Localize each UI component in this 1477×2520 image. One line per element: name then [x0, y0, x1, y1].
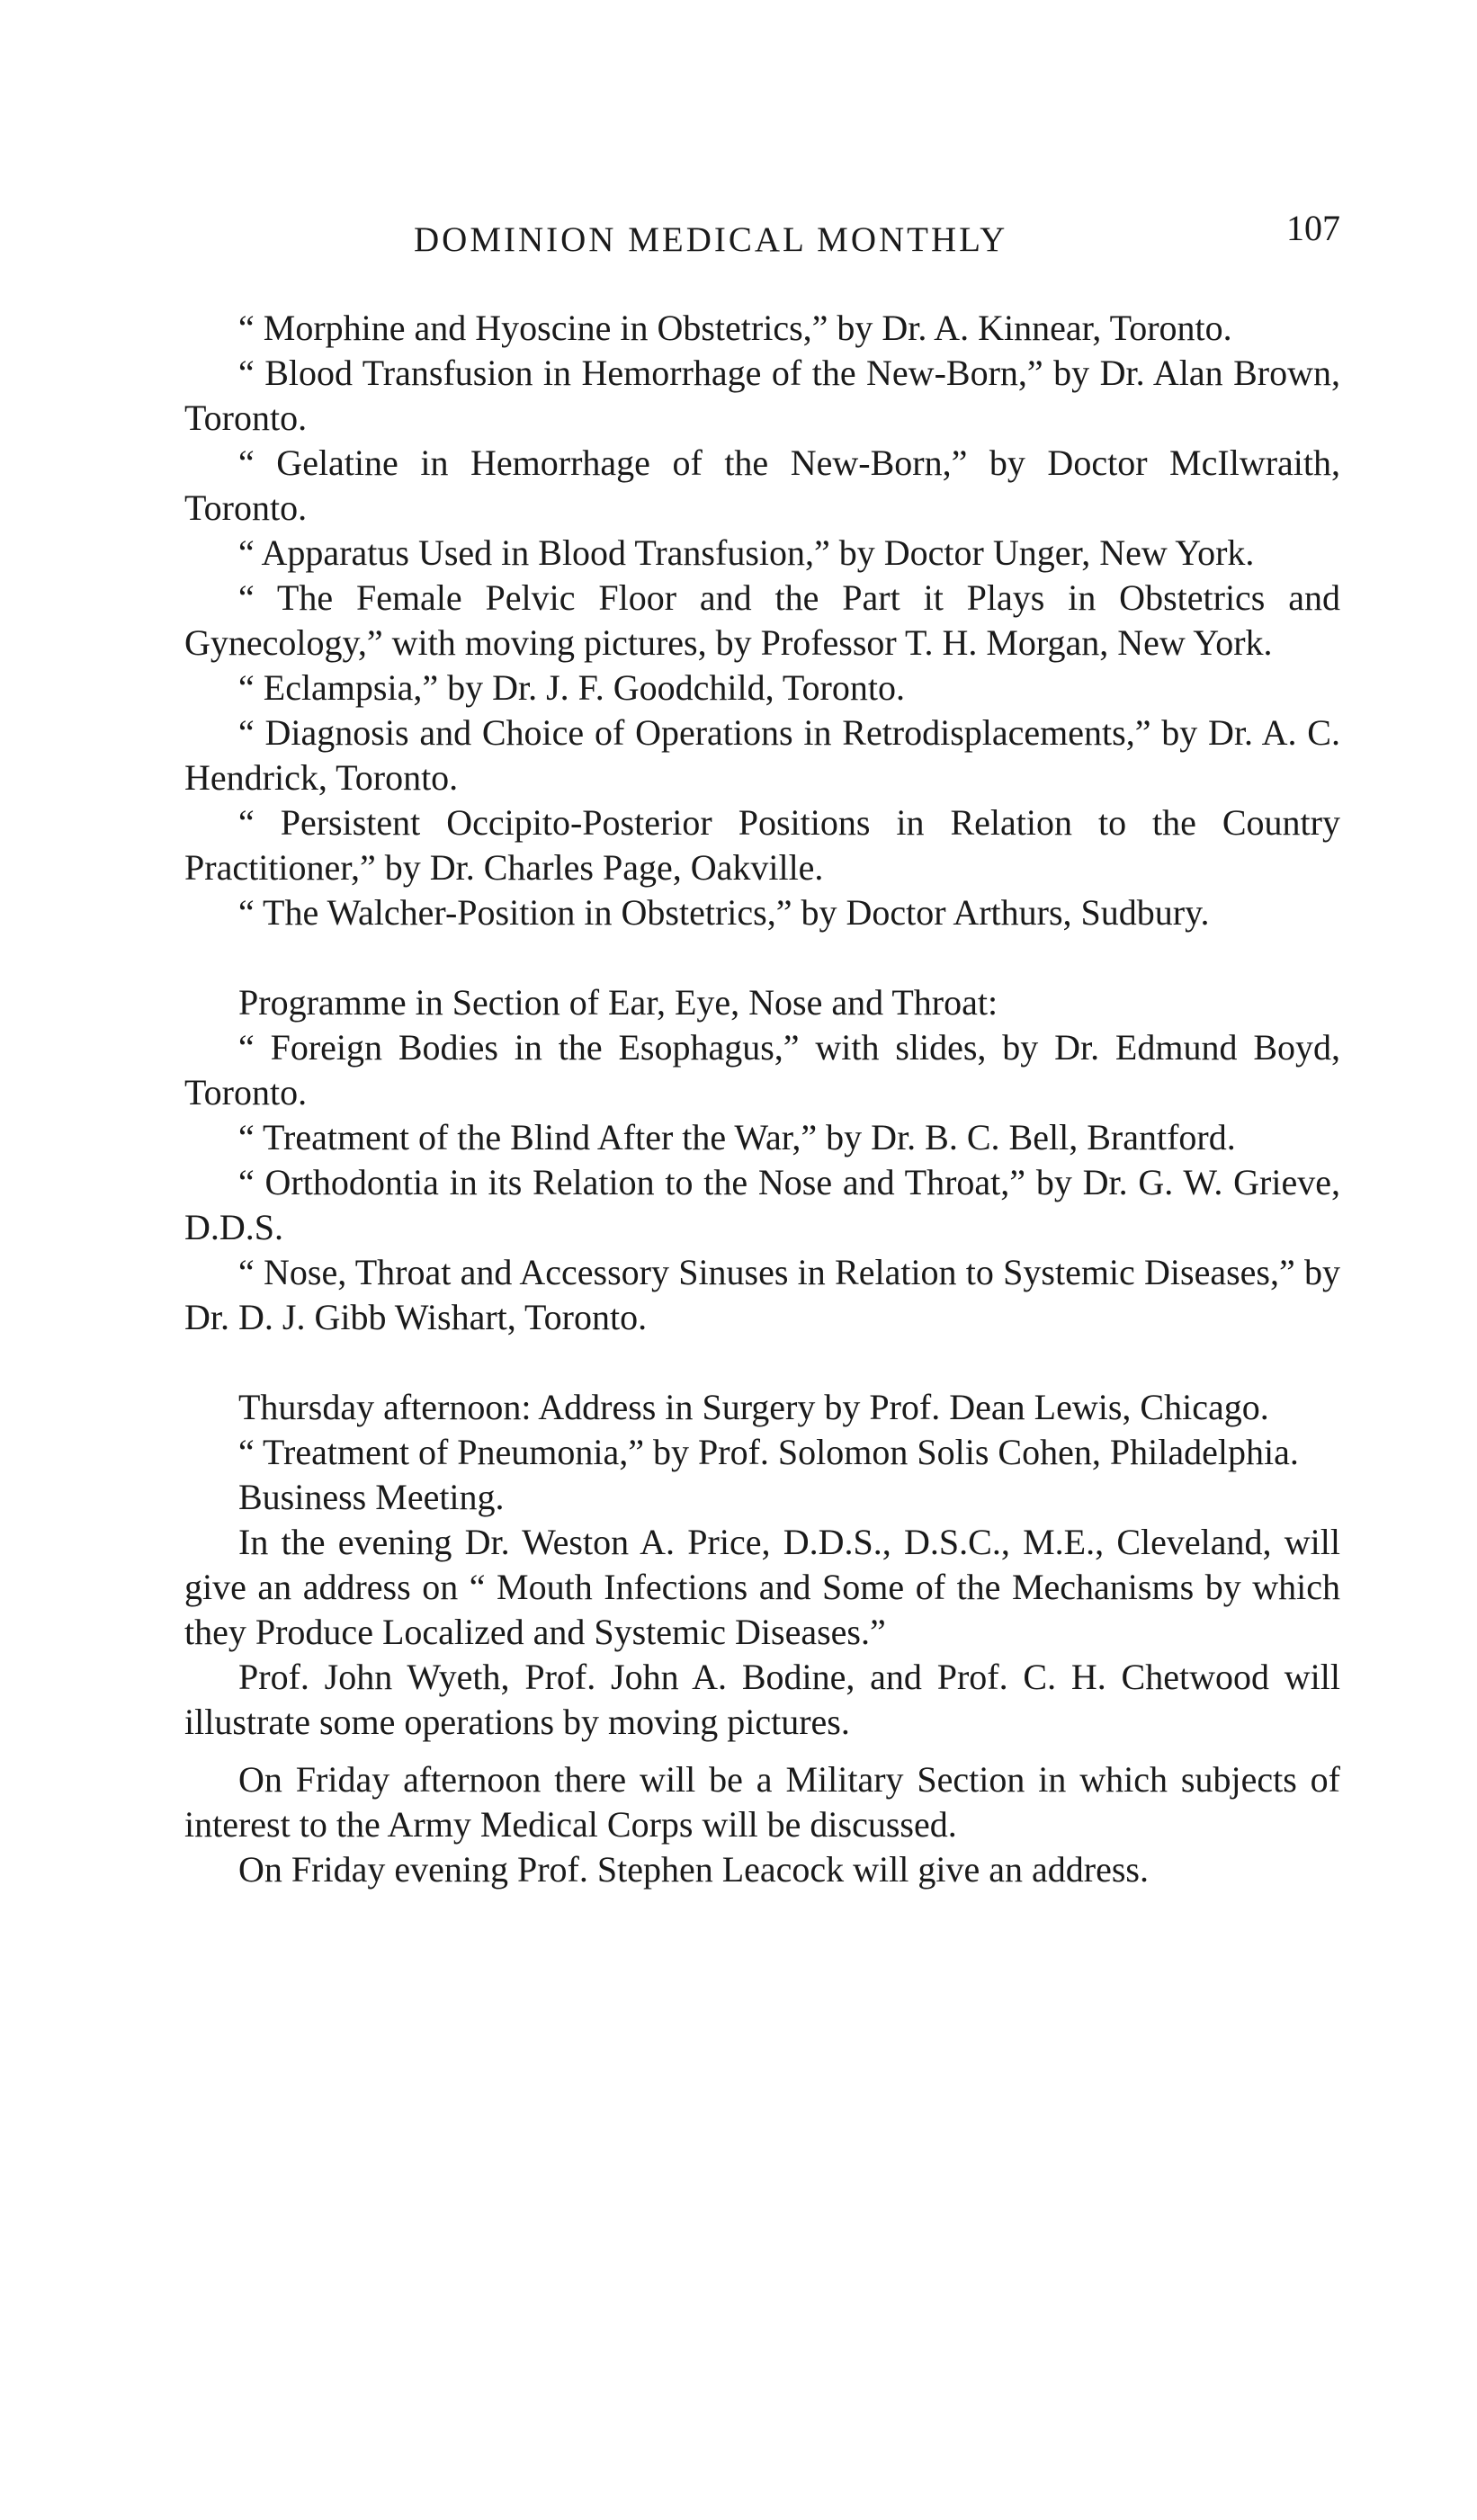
paragraph-bell: “ Treatment of the Blind After the War,” by Dr. B. C. Bell, Brantford.: [238, 1117, 1236, 1157]
paragraph-leacock: On Friday evening Prof. Stephen Leacock will give an address.: [238, 1849, 1149, 1890]
paragraph-military-section: On Friday afternoon there will be a Military Section in which subjects of interest to the Army Medical Corps will be discussed.: [184, 1759, 1340, 1845]
paragraph-grieve: “ Orthodontia in its Relation to the Nose and Throat,” by Dr. G. W. Grieve, D.D.S.: [184, 1162, 1340, 1247]
paragraph-mcilwraith: “ Gelatine in Hemorrhage of the New-Born,” by Doctor McIlwraith, Toronto.: [184, 442, 1340, 528]
paragraph-business-meeting: Business Meeting.: [238, 1477, 505, 1517]
document-body: [184, 306, 1340, 1892]
paragraph-moving-pictures: Prof. John Wyeth, Prof. John A. Bodine, and Prof. C. H. Chetwood will illustrate some operations by moving pictures.: [184, 1657, 1340, 1742]
paragraph-wishart: “ Nose, Throat and Accessory Sinuses in Relation to Systemic Diseases,” by Dr. D. J. Gibb Wishart, Toronto.: [184, 1252, 1340, 1337]
paragraph-hendrick: “ Diagnosis and Choice of Operations in Retrodisplacements,” by Dr. A. C. Hendrick, Toronto.: [184, 712, 1340, 798]
paragraph-page: “ Persistent Occipito-Posterior Positions in Relation to the Country Practitioner,” by Dr. Charles Page, Oakville.: [184, 802, 1340, 888]
paragraph-boyd: “ Foreign Bodies in the Esophagus,” with slides, by Dr. Edmund Boyd, Toronto.: [184, 1027, 1340, 1113]
paragraph-price: In the evening Dr. Weston A. Price, D.D.S., D.S.C., M.E., Cleveland, will give an address on “ Mouth Infections and Some of the Mechanisms by which they Produce Localized and Systemic Diseases.”: [184, 1522, 1340, 1652]
section-heading-ear-eye-nose-throat: Programme in Section of Ear, Eye, Nose and Throat:: [238, 982, 998, 1023]
paragraph-arthurs: “ The Walcher-Position in Obstetrics,” by Doctor Arthurs, Sudbury.: [238, 892, 1210, 933]
paragraph-kinnear: “ Morphine and Hyoscine in Obstetrics,” by Dr. A. Kinnear, Toronto.: [238, 308, 1232, 348]
running-title: DOMINION MEDICAL MONTHLY: [414, 220, 1008, 259]
paragraph-brown: “ Blood Transfusion in Hemorrhage of the New-Born,” by Dr. Alan Brown, Toronto.: [184, 353, 1340, 438]
page-number: 107: [1286, 208, 1340, 248]
paragraph-unger: “ Apparatus Used in Blood Transfusion,” by Doctor Unger, New York.: [238, 532, 1255, 573]
paragraph-morgan: “ The Female Pelvic Floor and the Part it Plays in Obstetrics and Gynecology,” with moving pictures, by Professor T. H. Morgan, New York.: [184, 577, 1340, 663]
paragraph-cohen: “ Treatment of Pneumonia,” by Prof. Solomon Solis Cohen, Philadelphia.: [238, 1432, 1299, 1472]
paragraph-goodchild: “ Eclampsia,” by Dr. J. F. Goodchild, Toronto.: [238, 667, 905, 708]
page-header: [414, 207, 1340, 270]
paragraph-thursday-afternoon: Thursday afternoon: Address in Surgery by Prof. Dean Lewis, Chicago.: [238, 1387, 1269, 1427]
